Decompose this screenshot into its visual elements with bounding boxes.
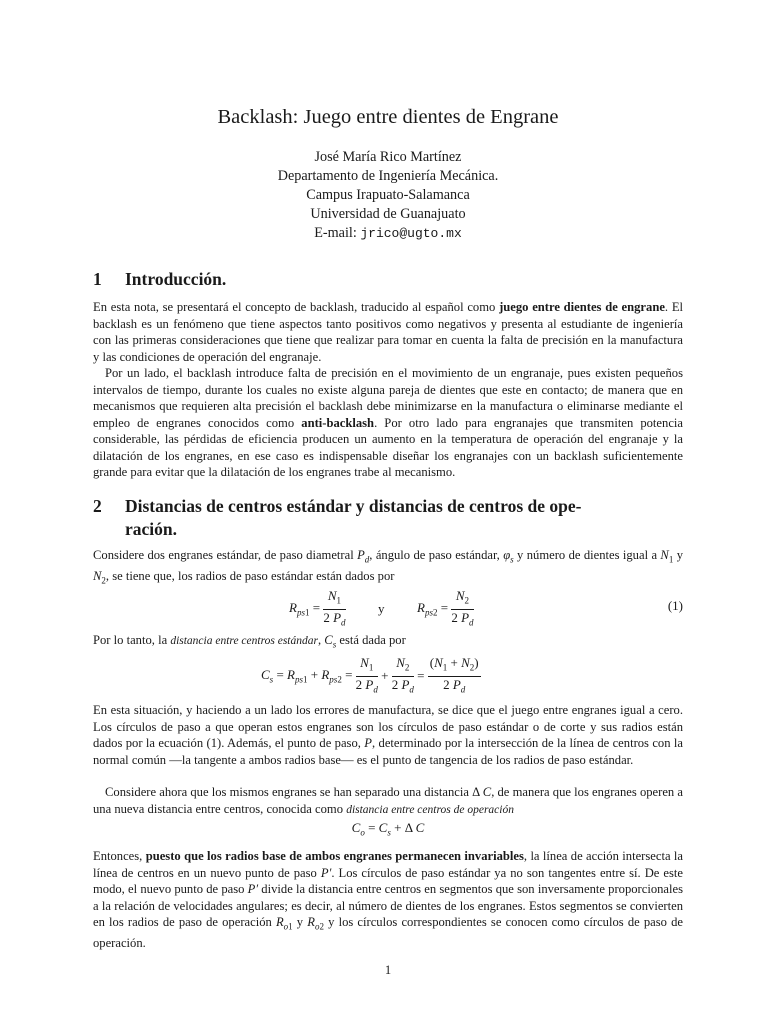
author-email-line <box>93 224 683 243</box>
section-1-heading <box>93 268 683 291</box>
term-anti-backlash: anti-backlash <box>301 415 375 430</box>
equation-3: $C_o = C_s + \Delta$ C <box>351 820 425 838</box>
author-campus: Campus Irapuato-Salamanca <box>306 187 470 203</box>
section-1-paragraph-2: Por un lado, el backlash introduce falta de precisión en el movimiento de un engranaje, pues existen pequeños intervalos de tiempo, durante los cuales no existe alguna pareja de dientes que este en contacto; de manera que en mecanismos que requieren alta precisión el backlash debe minimizarse en la manufactura o eliminarse mediante el empleo de engranes conocidos como anti-backlash. Por otro lado para engranajes que transmiten potencia considerable, las pérdidas de eficiencia producen un aumento en la temperatura de operación del engranaje y la dilatación de los engranes, en ese caso es indispensable diseñar los engranajes con un backlash suficientemente grande para evitar que la dilatación de los engranes trabe al mecanismo. <box>93 366 683 479</box>
equation-1-and: y <box>378 601 385 617</box>
author-block <box>93 148 683 243</box>
paper-title: Backlash: Juego entre dientes de Engrane <box>217 106 559 128</box>
section-2-title-line-1: Distancias de centros estándar y distancias de centros de ope- <box>125 496 582 516</box>
equation-1-number: (1) <box>667 598 683 613</box>
term-radios-base-invariables: puesto que los radios base de ambos engranes permanecen invariables <box>145 849 524 863</box>
section-2-paragraph-3: En esta situación, y haciendo a un lado los errores de manufactura, se dice que el juego entre engranes igual a cero. Los círculos de paso a que operan estos engranes son los círculos de paso estándar o de corte y sus radios están dados por la ecuación (1). Además, el punto de paso, P, determinado por la intersección de la línea de centros con la normal común —la tangente a ambos radios base— es el punto de tangencia de los radios de paso estándar. <box>93 703 683 767</box>
term-distancia-operacion: distancia entre centros de operación <box>346 803 514 816</box>
section-2-heading <box>93 495 683 541</box>
page-number: 1 <box>384 963 392 977</box>
author-name: José María Rico Martínez <box>314 149 462 165</box>
section-2-paragraph-5: Entonces, puesto que los radios base de ambos engranes permanecen invariables, la línea de acción intersecta la línea de centros en un nuevo punto de paso P′. Los círculos de paso estándar ya no son tangentes entre sí. De este modo, el nuevo punto de paso P′ divide la distancia entre centros en segmentos que son inversamente proporcionales a la relación de velocidades angulares; es decir, al número de dientes de los engranes. Estos segmentos se convierten en los radios de paso de operación $R_{o1}$ y $R_{o2}$ y los círculos correspondientes se conocen como círculos de paso de operación. <box>93 849 684 951</box>
section-1-number: 1 <box>93 269 102 289</box>
section-1-title: Introducción. <box>125 269 227 289</box>
email-address[interactable]: jrico@ugto.mx <box>360 226 462 241</box>
equation-2: $C_s = R_{ps1} + R_{ps2}$ = $\frac{N_1}{2 P_d}$ + $\frac{N_2}{2 P_d}$ = $\frac{(N_1 + N_2)}{2 P_d}$ <box>261 655 479 695</box>
term-distancia-estandar: distancia entre centros estándar <box>170 635 318 647</box>
equation-1: $R_{ps1}$ = $\frac{N_1}{2 P_d}$ y $R_{ps2}$ = $\frac{N_2}{2 P_d}$ (1) <box>289 588 683 628</box>
term-juego-entre-dientes: juego entre dientes de engrane <box>499 300 665 314</box>
paper-page <box>93 0 683 1024</box>
section-2-number: 2 <box>93 496 102 516</box>
email-label: E-mail: <box>314 225 357 241</box>
author-university: Universidad de Guanajuato <box>310 206 466 222</box>
section-2-paragraph-2: Por lo tanto, la distancia entre centros estándar, $C_s$ está dada por <box>93 633 406 650</box>
section-2-paragraph-1: Considere dos engranes estándar, de paso diametral $P_d$, ángulo de paso estándar, $\varphi_s$ y número de dientes igual a $N_1$ y $N_2$, se tiene que, los radios de paso estándar están dados por <box>93 548 684 586</box>
section-2-title-line-2: ración. <box>125 519 178 539</box>
author-department: Departamento de Ingeniería Mecánica. <box>277 168 499 184</box>
section-1-paragraph-1: En esta nota, se presentará el concepto de backlash, traducido al español como juego entre dientes de engrane. El backlash es un fenómeno que tiene aspectos tanto positivos como negativos y presenta al estudiante de ingeniería con las primeras consideraciones que tiene que realizar para tomar en cuenta la falta de precisión en la manufactura y las condiciones de operación del engranaje. <box>93 300 684 364</box>
section-2-paragraph-4: Considere ahora que los mismos engranes se han separado una distancia Δ C, de manera que los engranes operen a una nueva distancia entre centros, conocida como distancia entre centros de operación <box>93 785 683 816</box>
